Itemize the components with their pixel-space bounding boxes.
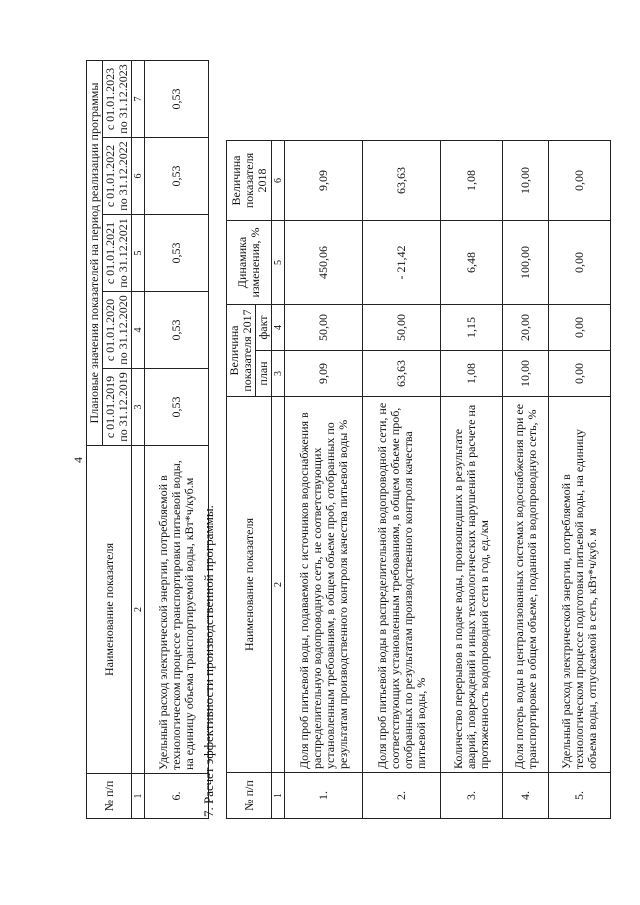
t2-row-num: 4. — [503, 773, 549, 819]
t2-header-dynamics: Динамика изменения, % — [227, 221, 272, 305]
t2-row-name: Доля проб питьевой воды, подаваемой с источников водоснабжения в распределительную водопроводную сеть, не соответствующих установленным требованиям, в общем объеме проб, отобранных по результатам производственного контроля качества питьевой воды % — [285, 397, 363, 773]
t1-index: 6 — [132, 138, 145, 215]
t2-row-name: Удельный расход электрической энергии, потребляемой в технологическом процессе подготовки питьевой воды, на единицу объема воды, отпускаемой в сеть, кВт*ч/куб. м — [549, 397, 611, 773]
t1-period: с 01.01.2022 по 31.12.2022 — [103, 138, 132, 215]
t2-row-name: Количество перерывов в подаче воды, произошедших в результате аварий, повреждений и иных технологических нарушений в расчете на протяженность водопроводной сети в год, ед./км — [441, 397, 503, 773]
t2-header-plan: план — [256, 351, 272, 397]
efficiency-table — [226, 140, 611, 819]
table-row — [503, 141, 549, 819]
page-number: 4 — [71, 457, 85, 463]
t1-row-num: 6. — [145, 774, 209, 819]
t2-header-value-2017: Величина показателя 2017 — [227, 305, 256, 397]
t2-row-plan: 10,00 — [503, 351, 549, 397]
t1-index: 4 — [132, 292, 145, 369]
t1-header-planned: Плановые значения показателей на период реализации программы — [87, 61, 103, 446]
t2-row-dynamics: - 21,42 — [363, 221, 441, 305]
t2-header-value-2018: Величина показателя 2018 — [227, 141, 272, 221]
t2-row-value-2018: 0,00 — [549, 141, 611, 221]
table-row — [441, 141, 503, 819]
t1-row-value: 0,53 — [145, 61, 209, 138]
t2-index: 3 — [272, 351, 285, 397]
t1-row-value: 0,53 — [145, 138, 209, 215]
t1-period: с 01.01.2021 по 31.12.2021 — [103, 215, 132, 292]
table-row — [363, 141, 441, 819]
section-title: 7. Расчет эффективности производственной программы. — [201, 505, 216, 817]
t2-index: 4 — [272, 305, 285, 351]
t2-index: 5 — [272, 221, 285, 305]
t1-row-value: 0,53 — [145, 215, 209, 292]
t2-row-fact: 0,00 — [549, 305, 611, 351]
t2-row-value-2018: 9,09 — [285, 141, 363, 221]
t2-index: 1 — [272, 773, 285, 819]
t1-header-num: № п/п — [87, 774, 132, 819]
t2-index: 2 — [272, 397, 285, 773]
t1-period: с 01.01.2019 по 31.12.2019 — [103, 369, 132, 446]
t2-row-dynamics: 0,00 — [549, 221, 611, 305]
t1-index: 1 — [132, 774, 145, 819]
t2-row-fact: 50,00 — [363, 305, 441, 351]
t2-row-num: 5. — [549, 773, 611, 819]
t1-index: 2 — [132, 446, 145, 774]
t2-row-value-2018: 1,08 — [441, 141, 503, 221]
t2-row-num: 2. — [363, 773, 441, 819]
t1-period: с 01.01.2023 по 31.12.2023 — [103, 61, 132, 138]
t2-row-dynamics: 6,48 — [441, 221, 503, 305]
t2-row-plan: 9,09 — [285, 351, 363, 397]
t2-header-fact: факт — [256, 305, 272, 351]
t2-index: 6 — [272, 141, 285, 221]
table-row — [549, 141, 611, 819]
t2-row-fact: 50,00 — [285, 305, 363, 351]
t2-header-num: № п/п — [227, 773, 272, 819]
t2-row-plan: 0,00 — [549, 351, 611, 397]
t1-row-value: 0,53 — [145, 292, 209, 369]
t2-row-plan: 63,63 — [363, 351, 441, 397]
t2-header-name: Наименование показателя — [227, 397, 272, 773]
t2-row-name: Доля потерь воды в централизованных системах водоснабжения при ее транспортировке в общем объеме, поданной в водопроводную сеть, % — [503, 397, 549, 773]
t1-row-value: 0,53 — [145, 369, 209, 446]
t1-period: с 01.01.2020 по 31.12.2020 — [103, 292, 132, 369]
t1-index: 7 — [132, 61, 145, 138]
t2-row-fact: 1,15 — [441, 305, 503, 351]
t2-row-num: 3. — [441, 773, 503, 819]
t2-row-dynamics: 100,00 — [503, 221, 549, 305]
t1-index: 5 — [132, 215, 145, 292]
t2-row-dynamics: 450,06 — [285, 221, 363, 305]
t1-header-name: Наименование показателя — [87, 446, 132, 774]
t2-row-name: Доля проб питьевой воды в распределительной водопроводной сети, не соответствующих установленным требованиям, в общем объеме проб, отобранных по результатам производственного контроля качества питьевой воды, % — [363, 397, 441, 773]
t2-row-plan: 1,08 — [441, 351, 503, 397]
table-row — [285, 141, 363, 819]
t2-row-value-2018: 63,63 — [363, 141, 441, 221]
t2-row-fact: 20,00 — [503, 305, 549, 351]
t2-row-num: 1. — [285, 773, 363, 819]
t1-row-name: Удельный расход электрической энергии, потребляемой в технологическом процессе транспортировки питьевой воды, на единицу объема транспортируемой воды, кВт*ч/куб.м — [145, 446, 209, 774]
t2-row-value-2018: 10,00 — [503, 141, 549, 221]
planned-values-table — [86, 60, 209, 819]
table-row — [145, 61, 209, 819]
t1-index: 3 — [132, 369, 145, 446]
